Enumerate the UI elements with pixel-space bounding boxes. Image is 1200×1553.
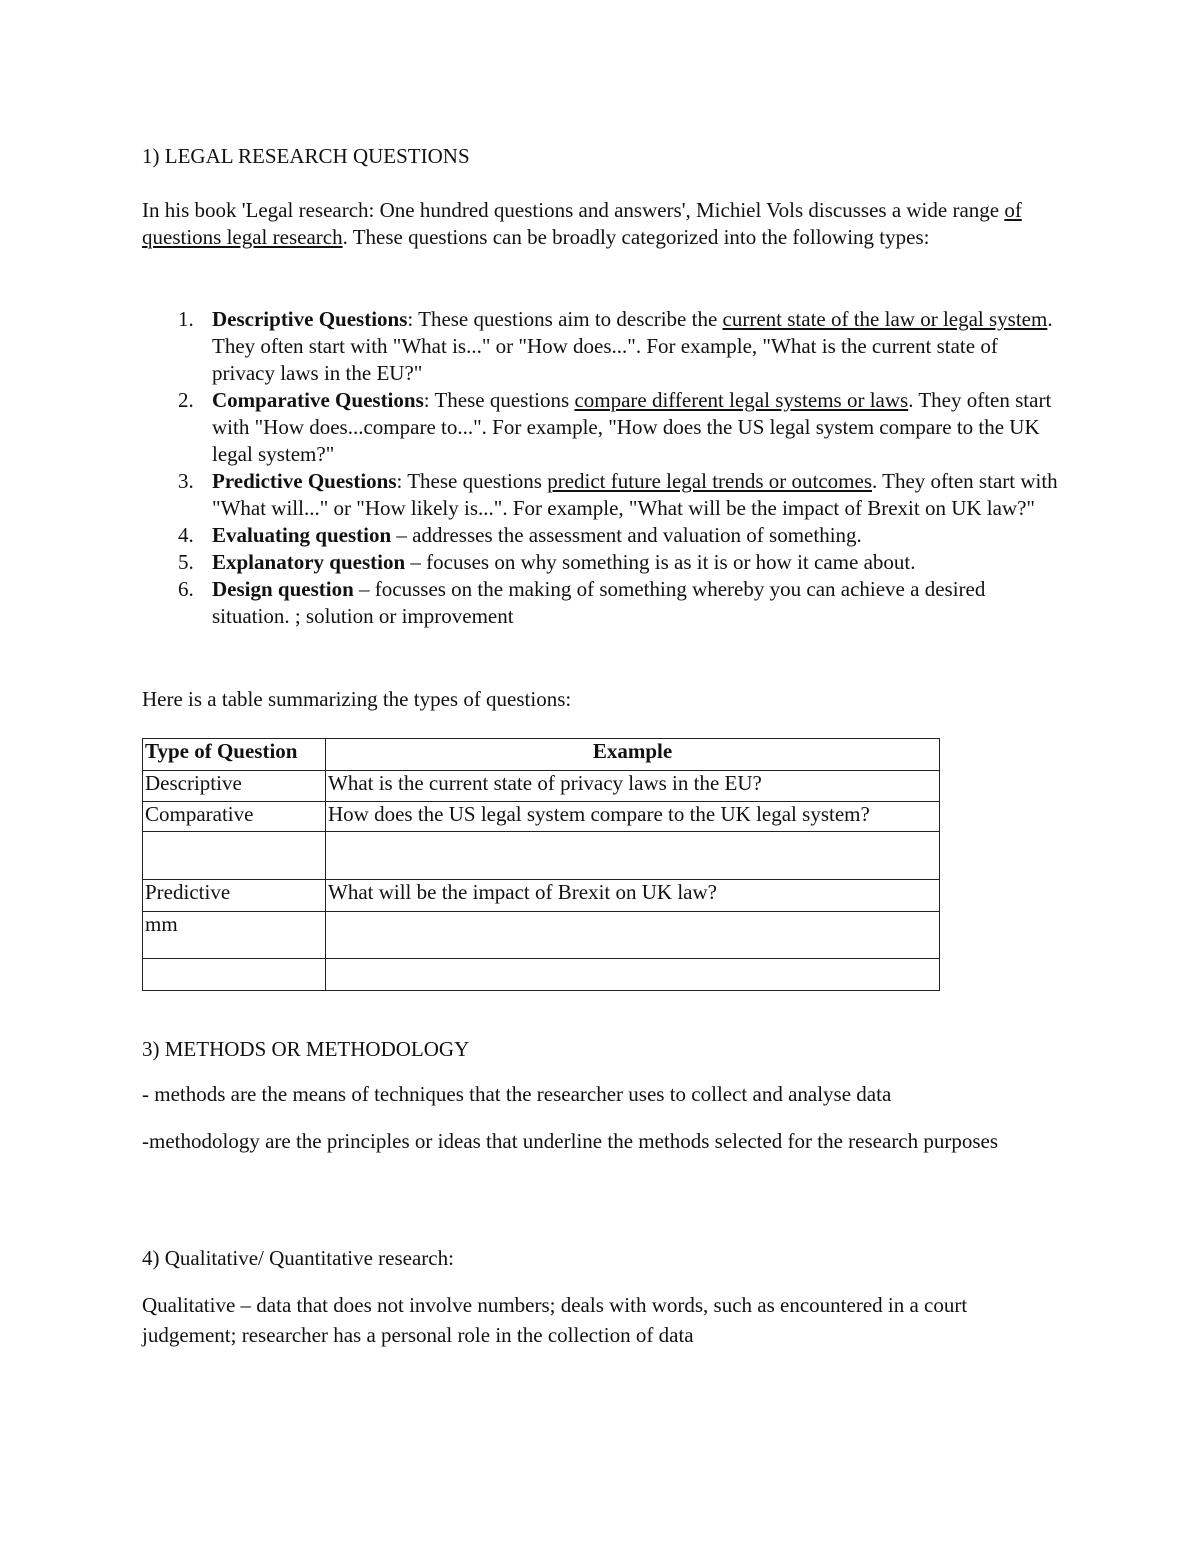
section4-heading: 4) Qualitative/ Quantitative research:	[142, 1246, 454, 1270]
item-title: Descriptive Questions	[212, 307, 408, 331]
item-text: – focusses on the making of something whereby you can achieve a desired situation. ; solution or improvement	[212, 577, 986, 628]
list-item	[142, 468, 1062, 522]
section4-qualitative-line: Qualitative – data that does not involve numbers; deals with words, such as encountered in a court judgement; researcher has a personal role in the collection of data	[142, 1293, 968, 1347]
table-header-cell: Example	[326, 739, 940, 771]
table-cell	[326, 959, 940, 991]
list-item	[142, 387, 1062, 468]
table-header-row	[143, 739, 940, 771]
list-item	[142, 522, 1062, 549]
table-cell	[326, 912, 940, 959]
table-cell	[326, 832, 940, 880]
item-text: : These questions	[396, 469, 548, 493]
item-underlined: compare different legal systems or laws	[574, 388, 909, 412]
table-row	[143, 912, 940, 959]
item-text: – focuses on why something is as it is or how it came about.	[405, 550, 916, 574]
question-types-table	[142, 738, 940, 991]
item-title: Predictive Questions	[212, 469, 397, 493]
table-intro: Here is a table summarizing the types of questions:	[142, 687, 572, 711]
table-cell: Comparative	[143, 802, 326, 832]
item-title: Explanatory question	[212, 550, 406, 574]
item-title: Evaluating question	[212, 523, 392, 547]
table-cell: mm	[143, 912, 326, 959]
section1-heading: 1) LEGAL RESEARCH QUESTIONS	[142, 144, 470, 168]
item-underlined: predict future legal trends or outcomes	[547, 469, 873, 493]
section1-intro	[142, 197, 1062, 251]
table-cell	[143, 832, 326, 880]
section3-methodology-line: -methodology are the principles or ideas that underline the methods selected for the research purposes	[142, 1129, 999, 1153]
table-row	[143, 959, 940, 991]
item-rest: . They often start with "What is..." or "How does...". For example, "What is the current state of privacy laws in the EU?"	[212, 307, 1053, 385]
intro-text-1: In his book 'Legal research: One hundred questions and answers', Michiel Vols discusses a wide range	[142, 198, 1005, 222]
list-number: 3.	[178, 469, 194, 493]
item-title: Design question	[212, 577, 354, 601]
table-cell	[143, 959, 326, 991]
item-title: Comparative Questions	[212, 388, 424, 412]
list-number: 5.	[178, 550, 194, 574]
item-underlined: current state of the law or legal system	[722, 307, 1048, 331]
section3-methods-line: - methods are the means of techniques that the researcher uses to collect and analyse data	[142, 1082, 892, 1106]
table-cell: What is the current state of privacy laws in the EU?	[326, 771, 940, 802]
table-row	[143, 771, 940, 802]
list-number: 1.	[178, 307, 194, 331]
list-number: 2.	[178, 388, 194, 412]
section3-heading: 3) METHODS OR METHODOLOGY	[142, 1037, 470, 1061]
list-item	[142, 549, 1062, 576]
table-cell: How does the US legal system compare to the UK legal system?	[326, 802, 940, 832]
table-row	[143, 832, 940, 880]
table-cell: Predictive	[143, 880, 326, 912]
list-number: 4.	[178, 523, 194, 547]
table-row	[143, 802, 940, 832]
list-number: 6.	[178, 577, 194, 601]
table-cell: Descriptive	[143, 771, 326, 802]
question-types-list	[142, 306, 1062, 630]
item-rest: . They often start with "How does...compare to...". For example, "How does the US legal system compare to the UK legal system?"	[212, 388, 1052, 466]
intro-underlined-text: of questions legal research	[142, 198, 1022, 249]
item-rest: . They often start with "What will..." or "How likely is...". For example, "What will be the impact of Brexit on UK law?"	[212, 469, 1058, 520]
list-item	[142, 576, 1062, 630]
list-item	[142, 306, 1062, 387]
table-header-cell: Type of Question	[143, 739, 326, 771]
table-cell: What will be the impact of Brexit on UK law?	[326, 880, 940, 912]
item-text: : These questions aim to describe the	[407, 307, 723, 331]
item-text: : These questions	[423, 388, 575, 412]
intro-text-2: . These questions can be broadly categorized into the following types:	[342, 225, 930, 249]
item-text: – addresses the assessment and valuation of something.	[391, 523, 862, 547]
table-row	[143, 880, 940, 912]
